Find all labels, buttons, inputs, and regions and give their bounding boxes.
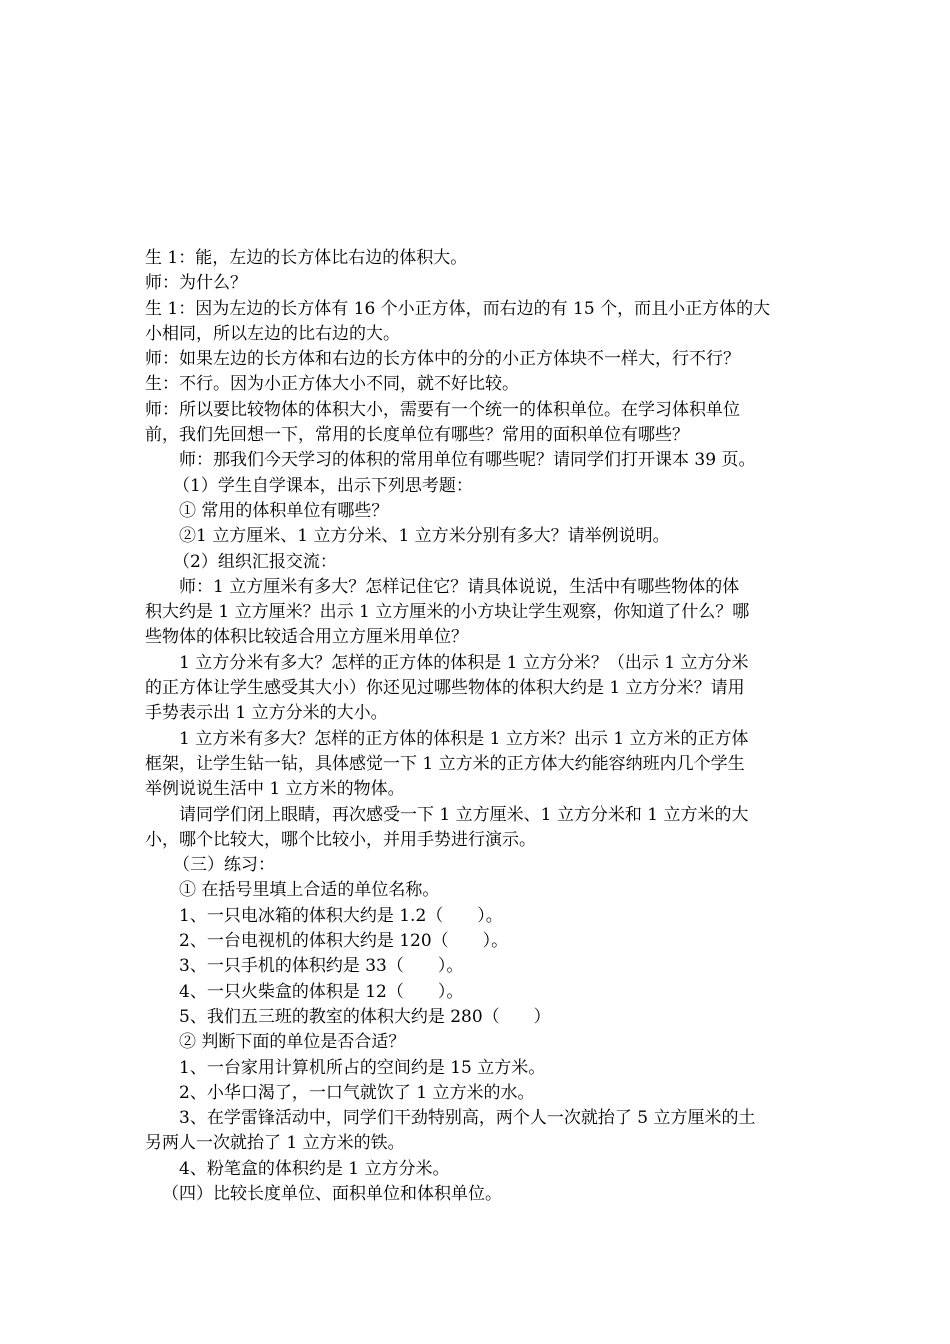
text-line: 请同学们闭上眼睛，再次感受一下 1 立方厘米、1 立方分米和 1 立方米的大 [179,804,749,825]
text-line: 另两人一次就抬了 1 立方米的铁。 [145,1133,405,1154]
text-line: （1）学生自学课本，出示下列思考题： [173,475,473,496]
text-line: 前，我们先回想一下，常用的长度单位有哪些？常用的面积单位有哪些？ [145,425,689,446]
document-body [145,246,810,1207]
text-line: 4、一只火柴盒的体积是 12（ ）。 [179,981,464,1002]
text-line: （三）练习： [173,855,275,876]
text-line: 师：所以要比较物体的体积大小，需要有一个统一的体积单位。在学习体积单位 [145,399,740,420]
text-line: 些物体的体积比较适合用立方厘米用单位？ [145,627,468,648]
text-line: ②1 立方厘米、1 立方分米、1 立方米分别有多大？请举例说明。 [179,526,670,547]
text-line: 积大约是 1 立方厘米？出示 1 立方厘米的小方块让学生观察，你知道了什么？哪 [145,602,750,623]
text-line: 师：如果左边的长方体和右边的长方体中的分的小正方体块不一样大，行不行？ [145,349,740,370]
text-line: 框架，让学生钻一钻，具体感觉一下 1 立方米的正方体大约能容纳班内几个学生 [145,753,745,774]
text-line: 师：1 立方厘米有多大？怎样记住它？请具体说说，生活中有哪些物体的体 [179,576,740,597]
text-line: 1、一只电冰箱的体积大约是 1.2（ ）。 [179,905,503,926]
text-line: 4、粉笔盒的体积约是 1 立方分米。 [179,1158,450,1179]
text-line: 1 立方分米有多大？怎样的正方体的体积是 1 立方分米？（出示 1 立方分米 [179,652,749,673]
text-line: ② 判断下面的单位是否合适？ [179,1032,406,1053]
text-line: ① 在括号里填上合适的单位名称。 [179,880,440,901]
text-line: 小，哪个比较大，哪个比较小，并用手势进行演示。 [145,829,536,850]
text-line: 2、一台电视机的体积大约是 120（ ）。 [179,931,509,952]
text-line: 的正方体让学生感受其大小）你还见过哪些物体的体积大约是 1 立方分米？请用 [145,678,745,699]
text-line: 生 1：因为左边的长方体有 16 个小正方体，而右边的有 15 个，而且小正方体的大 [145,298,771,319]
text-line: 师：那我们今天学习的体积的常用单位有哪些呢？请同学们打开课本 39 页。 [179,450,756,471]
text-line: 手势表示出 1 立方分米的大小。 [145,703,388,724]
text-line: 小相同，所以左边的比右边的大。 [145,323,400,344]
text-line: 2、小华口渴了，一口气就饮了 1 立方米的水。 [179,1082,535,1103]
text-line: （2）组织汇报交流： [173,551,337,572]
text-line: 举例说说生活中 1 立方米的物体。 [145,779,405,800]
text-line: 1、一台家用计算机所占的空间约是 15 立方米。 [179,1057,546,1078]
text-line: 1 立方米有多大？怎样的正方体的体积是 1 立方米？出示 1 立方米的正方体 [179,728,749,749]
text-line: 生：不行。因为小正方体大小不同，就不好比较。 [145,374,519,395]
text-line: ① 常用的体积单位有哪些？ [179,500,389,521]
text-line: 5、我们五三班的教室的体积大约是 280（ ） [179,1006,551,1027]
text-line: 师：为什么？ [145,273,247,294]
text-line: 3、在学雷锋活动中，同学们干劲特别高，两个人一次就抬了 5 立方厘米的土 [179,1108,756,1129]
text-line: 3、一只手机的体积约是 33（ ）。 [179,956,464,977]
text-line: 生 1：能，左边的长方体比右边的体积大。 [145,248,468,268]
text-line: （四）比较长度单位、面积单位和体积单位。 [162,1183,502,1204]
